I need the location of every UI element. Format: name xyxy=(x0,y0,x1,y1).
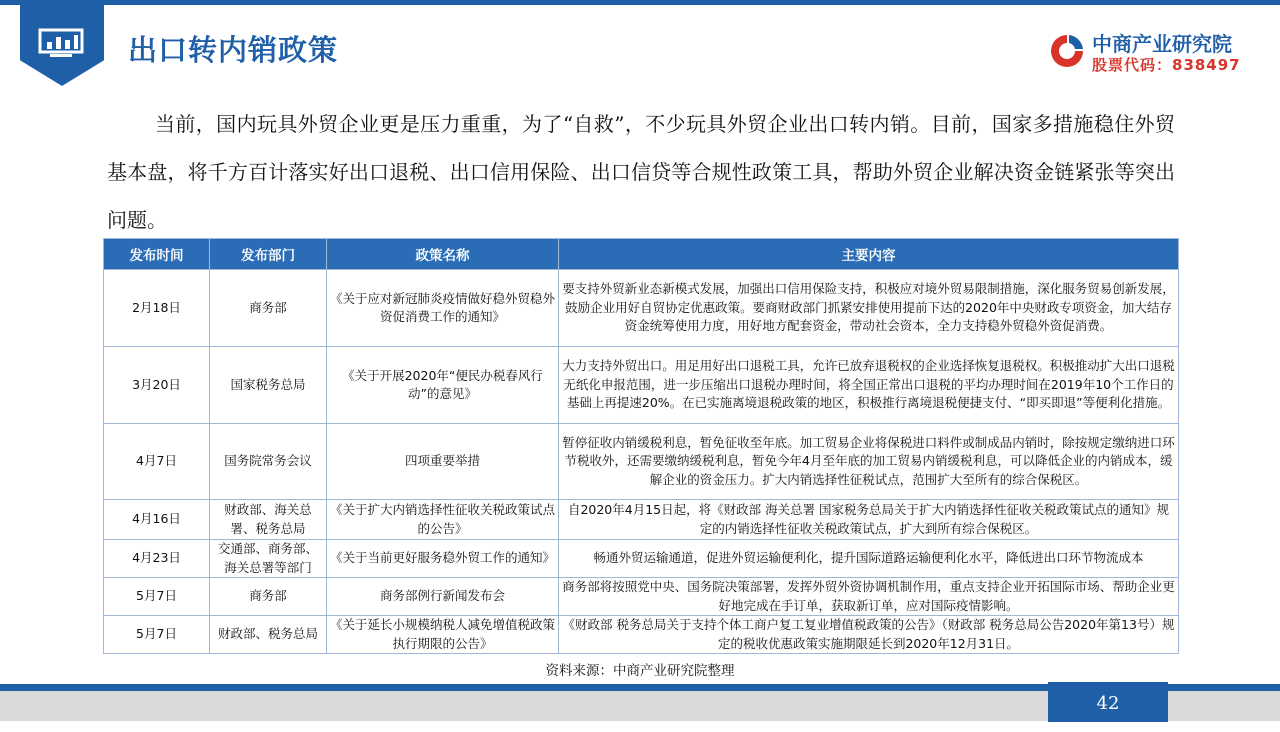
page-title: 出口转内销政策 xyxy=(128,33,339,67)
cell-main-content: 暂停征收内销缓税利息，暂免征收至年底。加工贸易企业将保税进口料件或制成品内销时，除按规定缴纳进口环节税收外，还需要缴纳缓税利息，暂免今年4月至年底的加工贸易内销缓税利息，可以降低企业的内销成本，缓解企业的资金压力。扩大内销选择性征税试点，范围扩大至所有的综合保税区。 xyxy=(559,424,1179,500)
table-row xyxy=(104,347,1179,424)
monitor-chart-icon xyxy=(38,28,84,58)
cell-department: 国务院常务会议 xyxy=(210,424,327,500)
cell-main-content: 商务部将按照党中央、国务院决策部署，发挥外贸外资协调机制作用，重点支持企业开拓国际市场、帮助企业更好地完成在手订单，获取新订单，应对国际疫情影响。 xyxy=(559,578,1179,616)
cell-department: 财政部、海关总署、税务总局 xyxy=(210,500,327,540)
table-row xyxy=(104,616,1179,654)
cell-policy-name: 《关于扩大内销选择性征收关税政策试点的公告》 xyxy=(327,500,559,540)
cell-main-content: 《财政部 税务总局关于支持个体工商户复工复业增值税政策的公告》（财政部 税务总局公告2020年第13号）规定的税收优惠政策实施期限延长到2020年12月31日。 xyxy=(559,616,1179,654)
cell-main-content: 畅通外贸运输通道，促进外贸运输便利化，提升国际道路运输便利化水平，降低进出口环节物流成本 xyxy=(559,540,1179,578)
cell-department: 商务部 xyxy=(210,578,327,616)
header-main-content: 主要内容 xyxy=(559,239,1179,270)
cell-policy-name: 《关于当前更好服务稳外贸工作的通知》 xyxy=(327,540,559,578)
header-badge xyxy=(20,0,104,86)
zhongshang-logo-icon xyxy=(1048,32,1086,70)
cell-policy-name: 《关于延长小规模纳税人减免增值税政策执行期限的公告》 xyxy=(327,616,559,654)
cell-main-content: 大力支持外贸出口。用足用好出口退税工具，允许已放弃退税权的企业选择恢复退税权。积极推动扩大出口退税无纸化申报范围，进一步压缩出口退税办理时间，将全国正常出口退税的平均办理时间在2019年10个工作日的基础上再提速20%。在已实施离境退税政策的地区，积极推行离境退税便捷支付、“即买即退”等便利化措施。 xyxy=(559,347,1179,424)
cell-date: 4月16日 xyxy=(104,500,210,540)
cell-policy-name: 四项重要举措 xyxy=(327,424,559,500)
cell-department: 商务部 xyxy=(210,270,327,347)
cell-policy-name: 《关于开展2020年“便民办税春风行动”的意见》 xyxy=(327,347,559,424)
cell-policy-name: 商务部例行新闻发布会 xyxy=(327,578,559,616)
cell-date: 5月7日 xyxy=(104,578,210,616)
cell-date: 3月20日 xyxy=(104,347,210,424)
table-row xyxy=(104,500,1179,540)
logo-stock-code: 股票代码：838497 xyxy=(1092,56,1241,74)
top-rule xyxy=(0,0,1280,5)
cell-main-content: 要支持外贸新业态新模式发展，加强出口信用保险支持，积极应对境外贸易限制措施，深化服务贸易创新发展，鼓励企业用好自贸协定优惠政策。要商财政部门抓紧安排使用提前下达的2020年中央财政专项资金，加大结存资金统筹使用力度，用好地方配套资金，带动社会资本，全力支持稳外贸稳外资促消费。 xyxy=(559,270,1179,347)
table-row xyxy=(104,270,1179,347)
cell-date: 4月7日 xyxy=(104,424,210,500)
source-note: 资料来源：中商产业研究院整理 xyxy=(545,663,735,679)
cell-department: 交通部、商务部、海关总署等部门 xyxy=(210,540,327,578)
page-number: 42 xyxy=(1048,682,1168,722)
header-policy-name: 政策名称 xyxy=(327,239,559,270)
cell-main-content: 自2020年4月15日起，将《财政部 海关总署 国家税务总局关于扩大内销选择性征收关税政策试点的通知》规定的内销选择性征收关税政策试点，扩大到所有综合保税区。 xyxy=(559,500,1179,540)
cell-policy-name: 《关于应对新冠肺炎疫情做好稳外贸稳外资促消费工作的通知》 xyxy=(327,270,559,347)
intro-paragraph: 当前，国内玩具外贸企业更是压力重重，为了“自救”，不少玩具外贸企业出口转内销。目前，国家多措施稳住外贸基本盘，将千方百计落实好出口退税、出口信用保险、出口信贷等合规性政策工具，帮助外贸企业解决资金链紧张等突出问题。 xyxy=(107,112,1175,232)
header-date: 发布时间 xyxy=(104,239,210,270)
cell-department: 国家税务总局 xyxy=(210,347,327,424)
header-department: 发布部门 xyxy=(210,239,327,270)
cell-date: 5月7日 xyxy=(104,616,210,654)
table-row xyxy=(104,540,1179,578)
cell-date: 2月18日 xyxy=(104,270,210,347)
table-row xyxy=(104,424,1179,500)
table-header-row xyxy=(104,239,1179,270)
cell-department: 财政部、税务总局 xyxy=(210,616,327,654)
logo-name: 中商产业研究院 xyxy=(1092,32,1232,56)
table-row xyxy=(104,578,1179,616)
cell-date: 4月23日 xyxy=(104,540,210,578)
company-logo xyxy=(1048,28,1273,80)
policy-table xyxy=(103,238,1179,654)
